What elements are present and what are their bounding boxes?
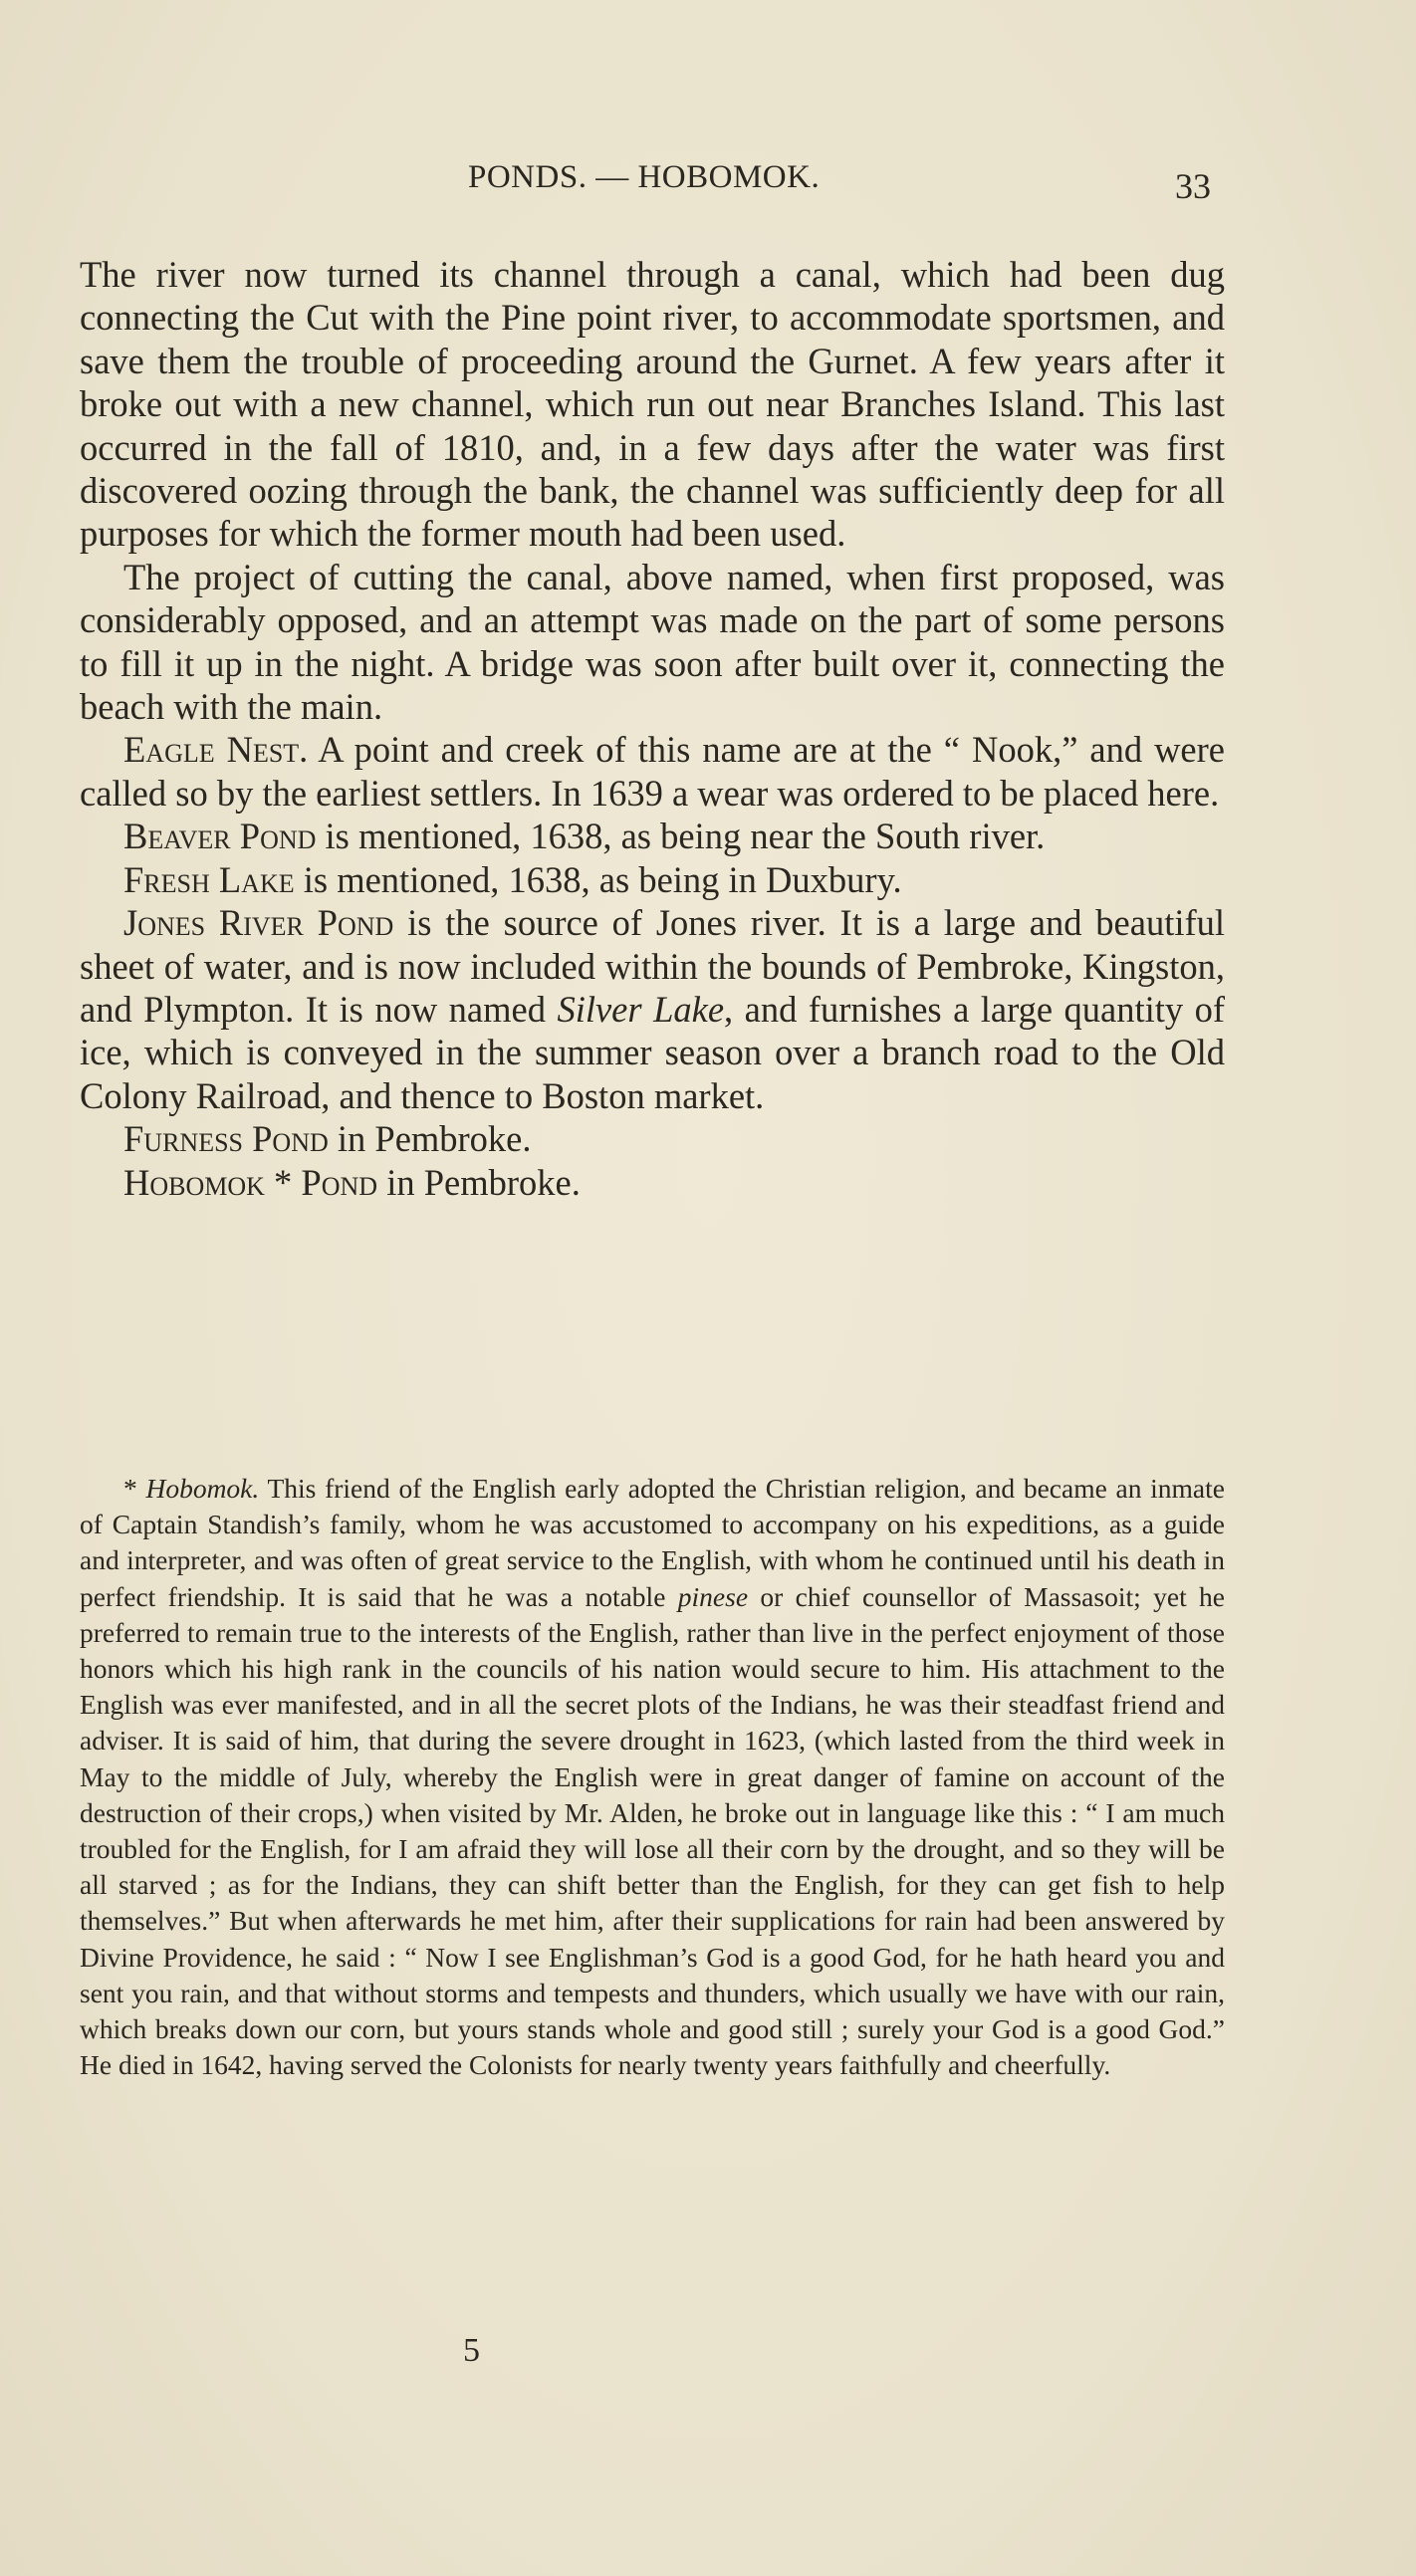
- footnote-paragraph: [80, 1471, 1225, 2083]
- entry-beaver-pond: [80, 815, 1225, 857]
- page-number: 33: [1175, 166, 1211, 206]
- body-text: [80, 253, 1225, 1204]
- footnote-title: Hobomok.: [145, 1473, 260, 1504]
- entry-furness-pond: [80, 1117, 1225, 1160]
- paragraph-river-canal: The river now turned its channel through a canal, which had been dug connecting the Cut with the Pine point river, to accommodate sportsmen, and save them the trouble of proceeding around the Gurnet. A few years after it broke out with a new channel, which run out near Branches Island. This last occurred in the fall of 1810, and, in a few days after the water was first discovered oozing through the bank, the channel was sufficiently deep for all purposes for which the former mouth had been used.: [80, 254, 1225, 555]
- entry-fresh-lake: [80, 858, 1225, 901]
- entry-hobomok-pond: [80, 1161, 1225, 1204]
- entry-text: in Pembroke.: [337, 1118, 532, 1160]
- entry-text-continued: , and furnishes a large quantity of ice, which is conveyed in the summer season over a branch road to the Old Colony Railroad, and thence to Boston market.: [80, 988, 1226, 1116]
- entry-heading: Fresh Lake: [123, 858, 295, 900]
- paragraph-canal-project: The project of cutting the canal, above named, when first proposed, was considerably opposed, and an attempt was made on the part of some persons to fill it up in the night. A bridge was soon after built over it, connecting the beach with the main.: [80, 556, 1225, 728]
- footnote-marker: *: [123, 1473, 137, 1504]
- entry-text: is mentioned, 1638, as being in Duxbury.: [303, 858, 902, 900]
- footnote-text-continued: or chief counsellor of Massasoit; yet he preferred to remain true to the interests of the English, rather than live in the perfect enjoyment of those honors which his high rank in the councils of his nation would secure to him. His attachment to the English was ever manifested, and in all the secret plots of the Indians, he was their steadfast friend and adviser. It is said of him, that during the severe drought in 1623, (which lasted from the third week in May to the middle of July, whereby the English were in great danger of famine on account of the destruction of their crops,) when visited by Mr. Alden, he broke out in language like this : “ I am much troubled for the English, for I am afraid they will lose all their corn by the drought, and so they will be all starved ; as for the Indians, they can shift better than the English, for they can get fish to help themselves.” But when afterwards he met him, after their supplications for rain had been answered by Divine Providence, he said : “ Now I see Englishman’s God is a good God, for he hath heard you and sent you rain, and that without storms and tempests and thunders, which usually we have with our rain, which breaks down our corn, but yours stands whole and good still ; surely your God is a good God.” He died in 1642, having served the Colonists for nearly twenty years faithfully and cheerfully.: [80, 1580, 1226, 2081]
- entry-text: is the source of Jones river. It is a large and beautiful sheet of water, and is now included within the bounds of Pembroke, Kingston, and Plympton. It is now named: [80, 902, 1226, 1030]
- running-head: [80, 159, 1225, 206]
- entry-jones-river-pond: [80, 901, 1225, 1117]
- entry-text: in Pembroke.: [386, 1161, 581, 1203]
- entry-italic-name: Silver Lake: [557, 988, 725, 1030]
- entry-heading: Furness Pond: [123, 1118, 329, 1160]
- entry-text: is mentioned, 1638, as being near the South river.: [325, 816, 1046, 857]
- entry-heading: Beaver Pond: [123, 816, 317, 857]
- signature-mark: 5: [463, 2332, 480, 2369]
- footnote-italic-word: pinese: [677, 1580, 749, 1612]
- entry-heading: Eagle Nest.: [123, 729, 309, 771]
- entry-heading: Hobomok * Pond: [123, 1161, 378, 1203]
- entry-text: A point and creek of this name are at the “ Nook,” and were called so by the earliest settlers. In 1639 a wear was ordered to be placed here.: [80, 729, 1225, 814]
- footnote-text: This friend of the English early adopted the Christian religion, and became an inmate of Captain Standish’s family, whom he was accustomed to accompany on his expeditions, as a guide and interpreter, and was often of great service to the English, with whom he continued until his death in perfect friendship. It is said that he was a notable: [80, 1473, 1225, 1612]
- entry-eagle-nest: [80, 728, 1225, 815]
- entry-heading: Jones River Pond: [123, 902, 394, 944]
- footnote: [80, 1471, 1225, 2083]
- running-title: PONDS. — HOBOMOK.: [468, 159, 821, 195]
